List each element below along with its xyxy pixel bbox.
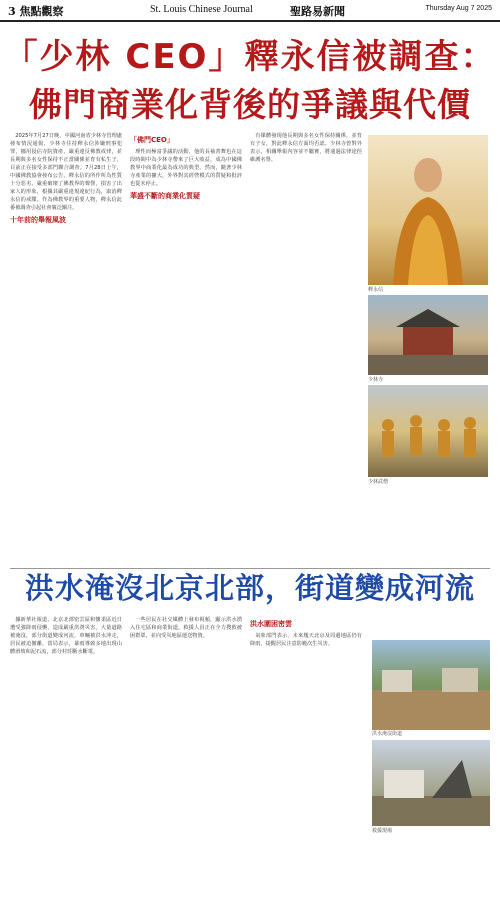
subhead-report: 十年前的舉報風波 (10, 216, 66, 224)
caption-martial: 少林武僧 (368, 479, 389, 485)
paper-name-en: St. Louis Chinese Journal (150, 4, 253, 15)
section-label: 3 焦點觀察 (8, 5, 64, 18)
subhead-business: 華盛不斷的商業化質疑 (130, 192, 200, 200)
story1-column-2 (130, 132, 242, 567)
caption-temple: 少林寺 (368, 377, 384, 383)
caption-rescue: 救援現場 (372, 828, 393, 834)
photo-flood (372, 640, 490, 730)
story1-headline-line1: 「少林 CEO」釋永信被調查： (3, 37, 497, 77)
subhead-flood: 洪水圍困密雲 (250, 620, 292, 628)
photo-abbot (368, 135, 488, 285)
story1-col2-text: 理性而極富爭議的活動，他的長袖善舞也在這段時間中為少林寺帶來了巨大收益，成為中國佛教界中商業化最為成功的典型。然而，隨著少林寺產業的擴大，外界對其經營模式的質疑和批評也從未停止。 (130, 149, 242, 187)
photo-martial-monks (368, 385, 488, 477)
caption-abbot: 釋永信 (368, 287, 384, 293)
story2-column-1 (10, 616, 122, 894)
story1-headline-line2: 佛門商業化背後的爭議與代價 (29, 85, 471, 124)
story2-headline: 洪水淹沒北京北部，街道變成河流 (24, 571, 475, 605)
section-divider (10, 568, 490, 569)
story1-col1-text: 2025年7月27日晚，中國河南省少林寺管理處發布情況通報，少林寺住持釋永信涉嫌刑事犯罪，挪用侵佔寺院資產，嚴重違反佛教戒律，並長期與多名女性保持不正當關係並育有私生子，目前正在接受多部門聯合調查。7月28日上午，中國佛教協會發布公告，釋永信的所作所為性質十分惡劣，嚴重破壞了佛教界的聲譽，損害了出家人的形象，根據其嚴重違規違紀行為，取消釋永信的戒牒。作為佛教界的重要人物，釋永信此番被調查引起社會廣泛關注。 (10, 133, 122, 211)
story2-column-3 (250, 616, 362, 894)
subhead-ceo: 「佛門CEO」 (130, 136, 174, 144)
caption-flood: 洪水淹沒街道 (372, 731, 403, 737)
story2-col1-text: 據新華社報道，北京北部密雲區和懷柔區近日遭受強降雨侵襲，造成嚴重洪澇災害。大量道路被淹沒，部分街道變成河流，車輛被洪水沖走，居民被迫撤離。當局表示，暴雨導致多地出現山體滑坡和泥石流，部分村莊斷水斷電。 (10, 617, 122, 655)
photo-temple (368, 295, 488, 375)
issue-date: Thursday Aug 7 2025 (425, 5, 492, 12)
masthead (0, 0, 500, 22)
story2-column-2 (130, 616, 242, 894)
story2-col2-text: 一些居民在社交媒體上發布視頻，顯示洪水湧入住宅區和商業街道。救援人員正在全力搜救被困群眾，並向受災地區運送物資。 (130, 617, 242, 639)
story1-col3-text: 有媒體發現他長期與多名女性保持關係，並育有子女，對此釋永信方面均否認。少林寺曾對外表示，相關舉報內容並不屬實，將通過法律途徑維護名譽。 (250, 133, 362, 163)
story2-col3-text: 氣象部門表示，未來幾天北京及周邊地區仍有降雨，提醒居民注意防範次生災害。 (250, 633, 362, 647)
story1-column-3 (250, 132, 362, 567)
paper-name-cn: 聖路易新聞 (290, 5, 345, 18)
story1-column-1 (10, 132, 122, 567)
photo-rescue (372, 740, 490, 826)
